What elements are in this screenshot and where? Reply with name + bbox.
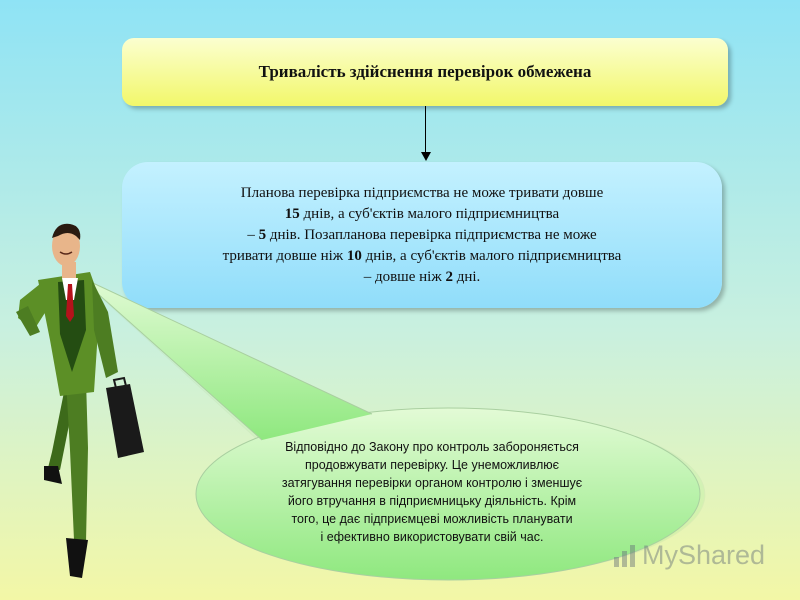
callout-line: затягування перевірки органом контролю і зменшує xyxy=(281,476,583,490)
bar-chart-icon xyxy=(612,543,642,569)
callout-line: і ефективно використовувати свій час. xyxy=(320,530,544,544)
watermark xyxy=(612,540,765,571)
businessman-figure xyxy=(16,224,144,578)
info-line-4: тривати довше ніж 10 днів, а суб'єктів малого підприємництва xyxy=(222,247,622,264)
callout-text xyxy=(262,438,602,546)
watermark-text: MyShared xyxy=(642,540,766,570)
callout-line: його втручання в підприємницьку діяльність. Крім xyxy=(287,494,577,508)
callout-line: продовжувати перевірку. Це унеможливлює xyxy=(304,458,560,472)
callout-line: Відповідно до Закону про контроль забороняється xyxy=(285,440,579,454)
callout-line: того, це дає підприємцеві можливість планувати xyxy=(291,512,573,526)
info-line-3: – 5 днів. Позапланова перевірка підприємства не може xyxy=(247,226,597,243)
title-text: Тривалість здійснення перевірок обмежена xyxy=(258,62,592,81)
info-line-2: 15 днів, а суб'єктів малого підприємництва xyxy=(284,205,560,222)
info-line-5: – довше ніж 2 дні. xyxy=(363,268,481,285)
info-line-1: Планова перевірка підприємства не може тривати довше xyxy=(240,184,604,201)
